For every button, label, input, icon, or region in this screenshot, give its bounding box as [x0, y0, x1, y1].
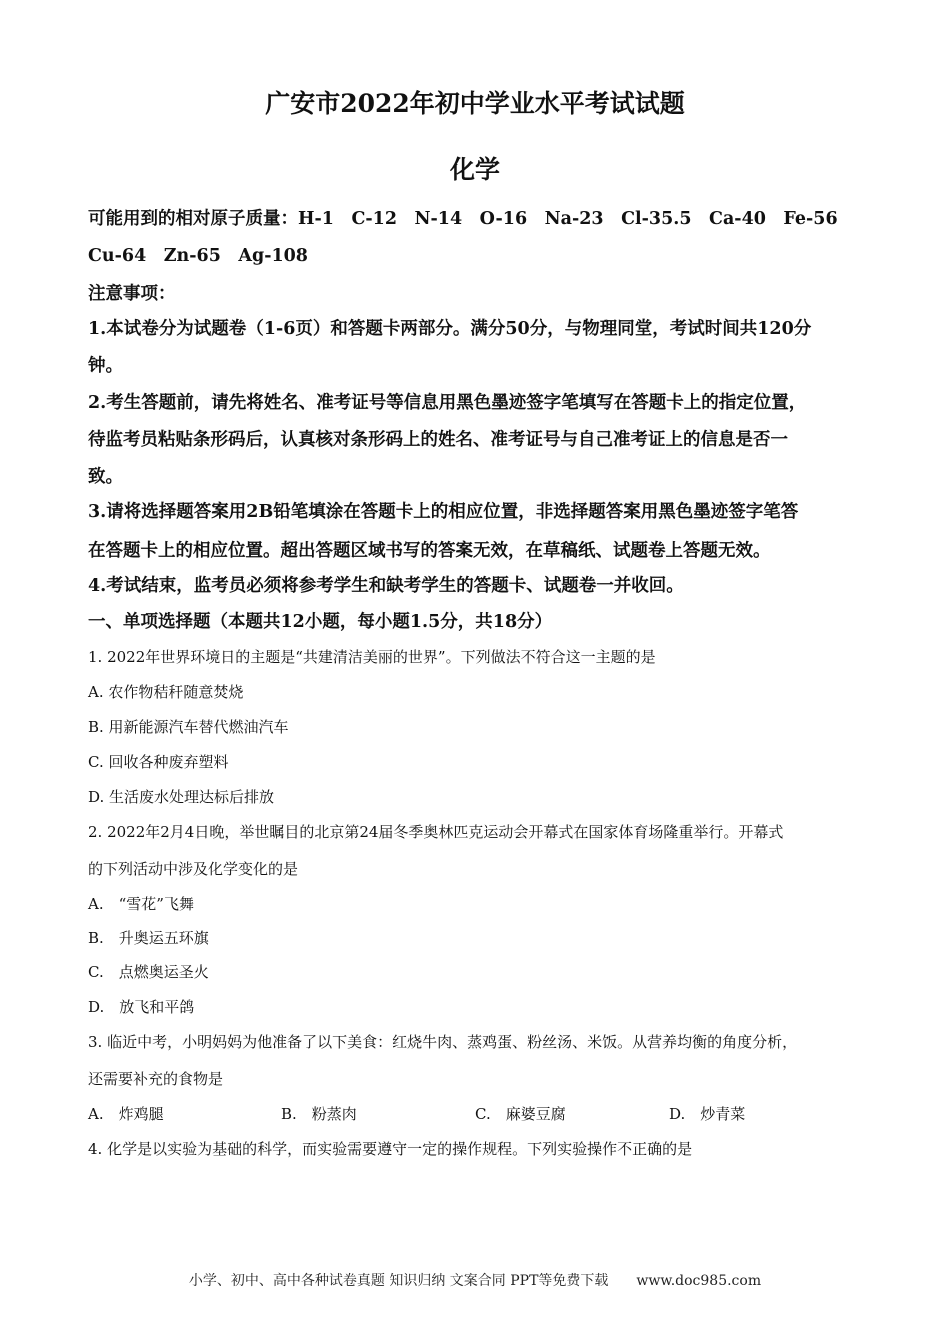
question-1-option-c: C. 回收各种废弃塑料	[88, 753, 229, 771]
question-3-option-a: A. 炸鸡腿	[88, 1105, 164, 1123]
question-1-option-a: A. 农作物秸秆随意焚烧	[88, 683, 244, 701]
note-line: 致。	[88, 467, 123, 487]
note-line: 1.本试卷分为试题卷（1-6页）和答题卡两部分。满分50分，与物理同堂，考试时间共120分	[88, 319, 812, 339]
note-line: 钟。	[88, 356, 123, 376]
question-3-option-d: D. 炒青菜	[669, 1105, 746, 1123]
subject-title: 化学	[449, 155, 500, 184]
note-line: 3.请将选择题答案用2B铅笔填涂在答题卡上的相应位置，非选择题答案用黑色墨迹签字笔答	[88, 502, 799, 522]
question-3-option-b: B. 粉蒸肉	[281, 1105, 357, 1123]
question-1-option-b: B. 用新能源汽车替代燃油汽车	[88, 718, 289, 736]
atomic-mass-line-2: Cu-64 Zn-65 Ag-108	[88, 246, 308, 266]
section-heading: 一、单项选择题（本题共12小题，每小题1.5分，共18分）	[88, 612, 553, 632]
question-3-option-c: C. 麻婆豆腐	[475, 1105, 566, 1123]
note-line: 4.考试结束，监考员必须将参考学生和缺考学生的答题卡、试题卷一并收回。	[88, 576, 684, 596]
atomic-mass-line-1: 可能用到的相对原子质量：H-1 C-12 N-14 O-16 Na-23 Cl-35.5 Ca-40 Fe-56	[88, 209, 838, 229]
question-2-stem-line-2: 的下列活动中涉及化学变化的是	[88, 860, 299, 878]
question-2-option-c: C. 点燃奥运圣火	[88, 963, 209, 981]
question-3-stem-line-2: 还需要补充的食物是	[88, 1070, 224, 1088]
question-2-option-d: D. 放飞和平鸽	[88, 998, 195, 1016]
page-footer: 小学、初中、高中各种试卷真题 知识归纳 文案合同 PPT等免费下载 www.doc985.com	[188, 1273, 762, 1289]
note-line: 2.考生答题前，请先将姓名、准考证号等信息用黑色墨迹签字笔填写在答题卡上的指定位置，	[88, 393, 807, 413]
question-3-stem-line-1: 3. 临近中考，小明妈妈为他准备了以下美食：红烧牛肉、蒸鸡蛋、粉丝汤、米饭。从营养均衡的角度分析，	[88, 1033, 798, 1051]
question-4-stem: 4. 化学是以实验为基础的科学，而实验需要遵守一定的操作规程。下列实验操作不正确的是	[88, 1140, 693, 1158]
note-line: 待监考员粘贴条形码后，认真核对条形码上的姓名、准考证号与自己准考证上的信息是否一	[88, 430, 788, 450]
question-1-stem: 1. 2022年世界环境日的主题是“共建清洁美丽的世界”。下列做法不符合这一主题的是	[88, 648, 656, 666]
note-line: 在答题卡上的相应位置。超出答题区域书写的答案无效，在草稿纸、试题卷上答题无效。	[88, 541, 771, 561]
question-1-option-d: D. 生活废水处理达标后排放	[88, 788, 275, 806]
question-2-option-b: B. 升奥运五环旗	[88, 929, 209, 947]
question-2-option-a: A. “雪花”飞舞	[88, 895, 194, 913]
notes-heading: 注意事项：	[88, 284, 176, 304]
question-2-stem-line-1: 2. 2022年2月4日晚，举世瞩目的北京第24届冬季奥林匹克运动会开幕式在国家体育场隆重举行。开幕式	[88, 823, 784, 841]
exam-title: 广安市2022年初中学业水平考试试题	[265, 89, 685, 118]
